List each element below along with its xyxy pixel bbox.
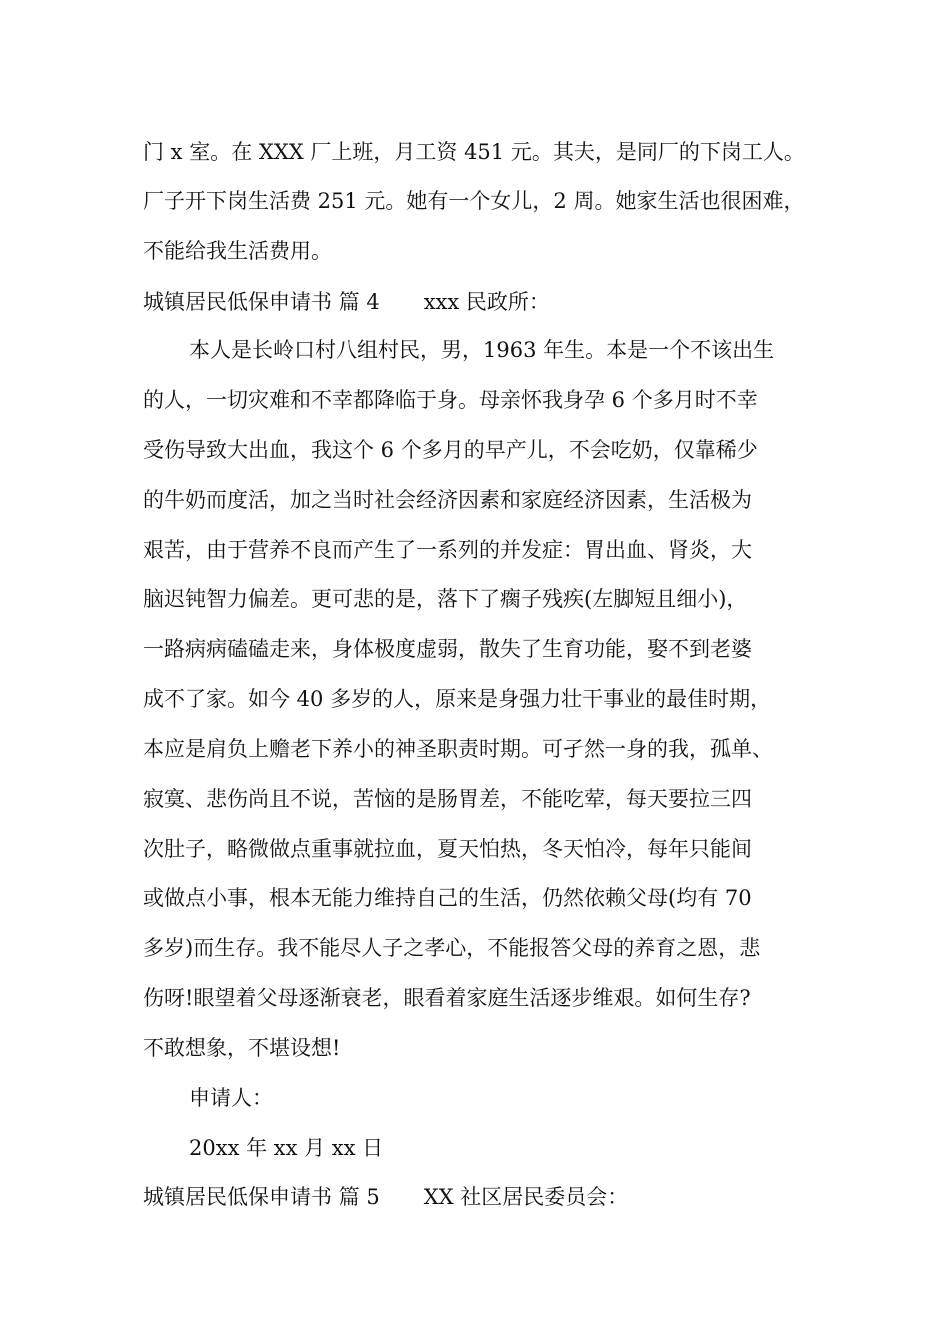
section-title: 城镇居民低保申请书 篇 5 xyxy=(143,1185,380,1209)
section-addressee: xxx 民政所： xyxy=(423,290,550,314)
section-addressee: XX 社区居民委员会： xyxy=(423,1185,629,1209)
section-heading-4 xyxy=(143,287,550,317)
paragraph-line: 的牛奶而度活，加之当时社会经济因素和家庭经济因素，生活极为 xyxy=(143,488,752,512)
paragraph-line: 受伤导致大出血，我这个 6 个多月的早产儿，不会吃奶，仅靠稀少 xyxy=(143,438,758,462)
signature-date: 20xx 年 xx 月 xx 日 xyxy=(189,1136,384,1160)
paragraph-line: 成不了家。如今 40 多岁的人，原来是身强力壮干事业的最佳时期， xyxy=(143,687,772,711)
paragraph-line: 一路病病磕磕走来，身体极度虚弱，散失了生育功能，娶不到老婆 xyxy=(143,637,752,661)
paragraph-line: 多岁)而生存。我不能尽人子之孝心，不能报答父母的养育之恩，悲 xyxy=(143,936,761,960)
paragraph-line: 不能给我生活费用。 xyxy=(143,239,332,263)
paragraph-line: 本应是肩负上赡老下养小的神圣职责时期。可孑然一身的我，孤单、 xyxy=(143,737,773,761)
paragraph-line: 本人是长岭口村八组村民，男，1963 年生。本是一个不该出生 xyxy=(189,338,775,362)
paragraph-line: 厂子开下岗生活费 251 元。她有一个女儿，2 周。她家生活也很困难， xyxy=(143,189,805,213)
paragraph-line: 脑迟钝智力偏差。更可悲的是，落下了瘸子残疾(左脚短且细小)， xyxy=(143,587,748,611)
applicant-label: 申请人： xyxy=(189,1086,273,1110)
section-heading-5 xyxy=(143,1182,628,1212)
paragraph-line: 艰苦，由于营养不良而产生了一系列的并发症：胃出血、肾炎，大 xyxy=(143,538,752,562)
paragraph-line: 或做点小事，根本无能力维持自己的生活，仍然依赖父母(均有 70 xyxy=(143,886,752,910)
paragraph-line: 的人，一切灾难和不幸都降临于身。母亲怀我身孕 6 个多月时不幸 xyxy=(143,388,758,412)
paragraph-line: 寂寞、悲伤尚且不说，苦恼的是肠胃差，不能吃荤，每天要拉三四 xyxy=(143,787,752,811)
paragraph-line: 次肚子，略微做点重事就拉血，夏天怕热，冬天怕冷，每年只能间 xyxy=(143,837,752,861)
paragraph-line: 门 x 室。在 XXX 厂上班，月工资 451 元。其夫，是同厂的下岗工人。 xyxy=(143,140,805,164)
section-title: 城镇居民低保申请书 篇 4 xyxy=(143,290,380,314)
paragraph-line: 不敢想象，不堪设想! xyxy=(143,1036,341,1060)
paragraph-line: 伤呀!眼望着父母逐渐衰老，眼看着家庭生活逐步维艰。如何生存? xyxy=(143,986,751,1010)
